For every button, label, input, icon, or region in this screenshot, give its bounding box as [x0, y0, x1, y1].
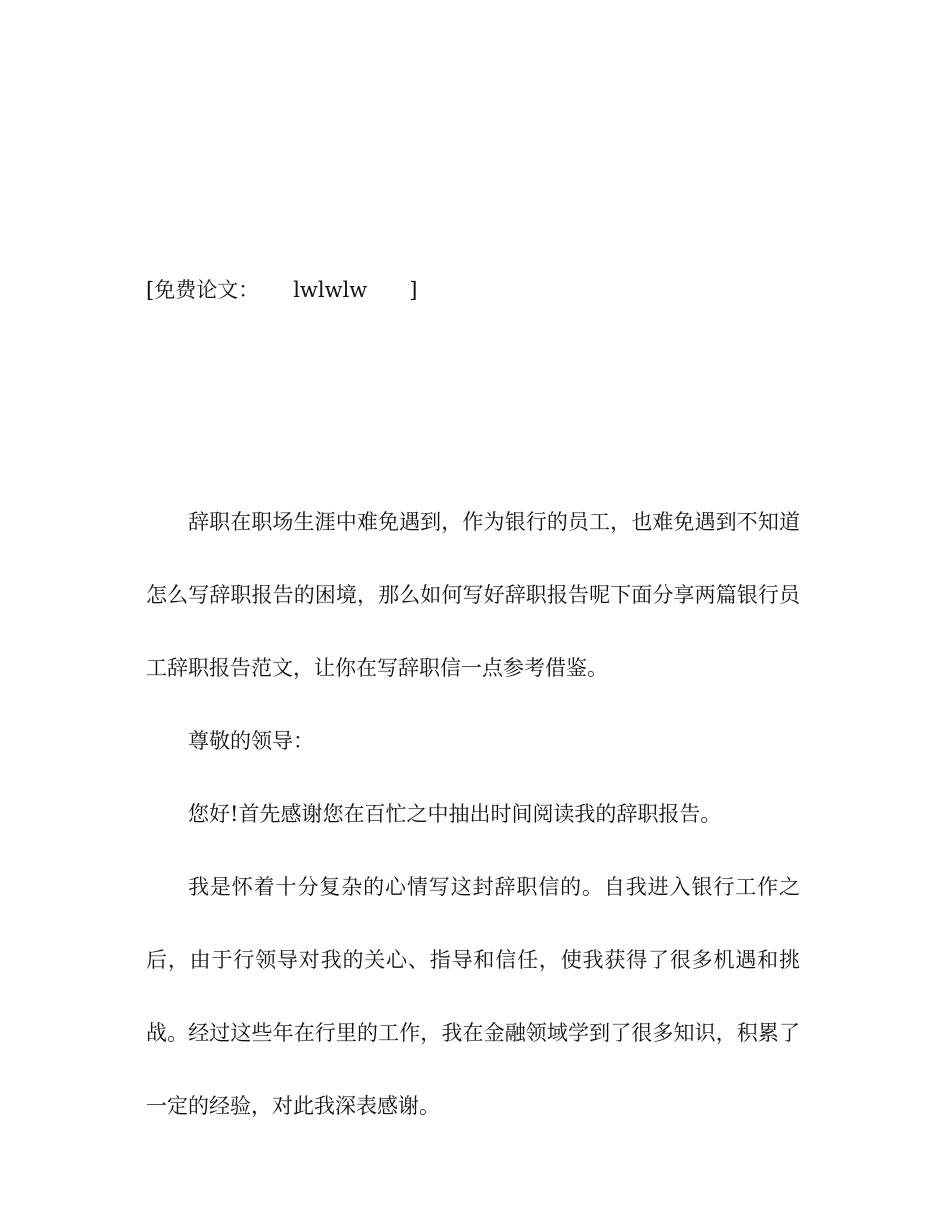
header-open-bracket: [	[146, 278, 155, 302]
header-close-bracket: ]	[409, 278, 418, 302]
paragraph-greeting: 您好!首先感谢您在百忙之中抽出时间阅读我的辞职报告。	[188, 802, 722, 826]
paragraph-intro: 辞职在职场生涯中难免遇到，作为银行的员工，也难免遇到不知道怎么写辞职报告的困境，那么如何写好辞职报告呢下面分享两篇银行员工辞职报告范文，让你在写辞职信一点参考借鉴。	[146, 510, 800, 680]
header-label: 免费论文：	[154, 278, 260, 302]
free-paper-header	[146, 276, 417, 304]
letter-body	[146, 486, 800, 1143]
paragraph-salutation: 尊敬的领导：	[188, 729, 314, 753]
paragraph-main: 我是怀着十分复杂的心情写这封辞职信的。自我进入银行工作之后，由于行领导对我的关心、指导和信任，使我获得了很多机遇和挑战。经过这些年在行里的工作，我在金融领域学到了很多知识，积累了一定的经验，对此我深表感谢。	[146, 875, 800, 1118]
header-code: lwlwlw	[293, 278, 368, 302]
